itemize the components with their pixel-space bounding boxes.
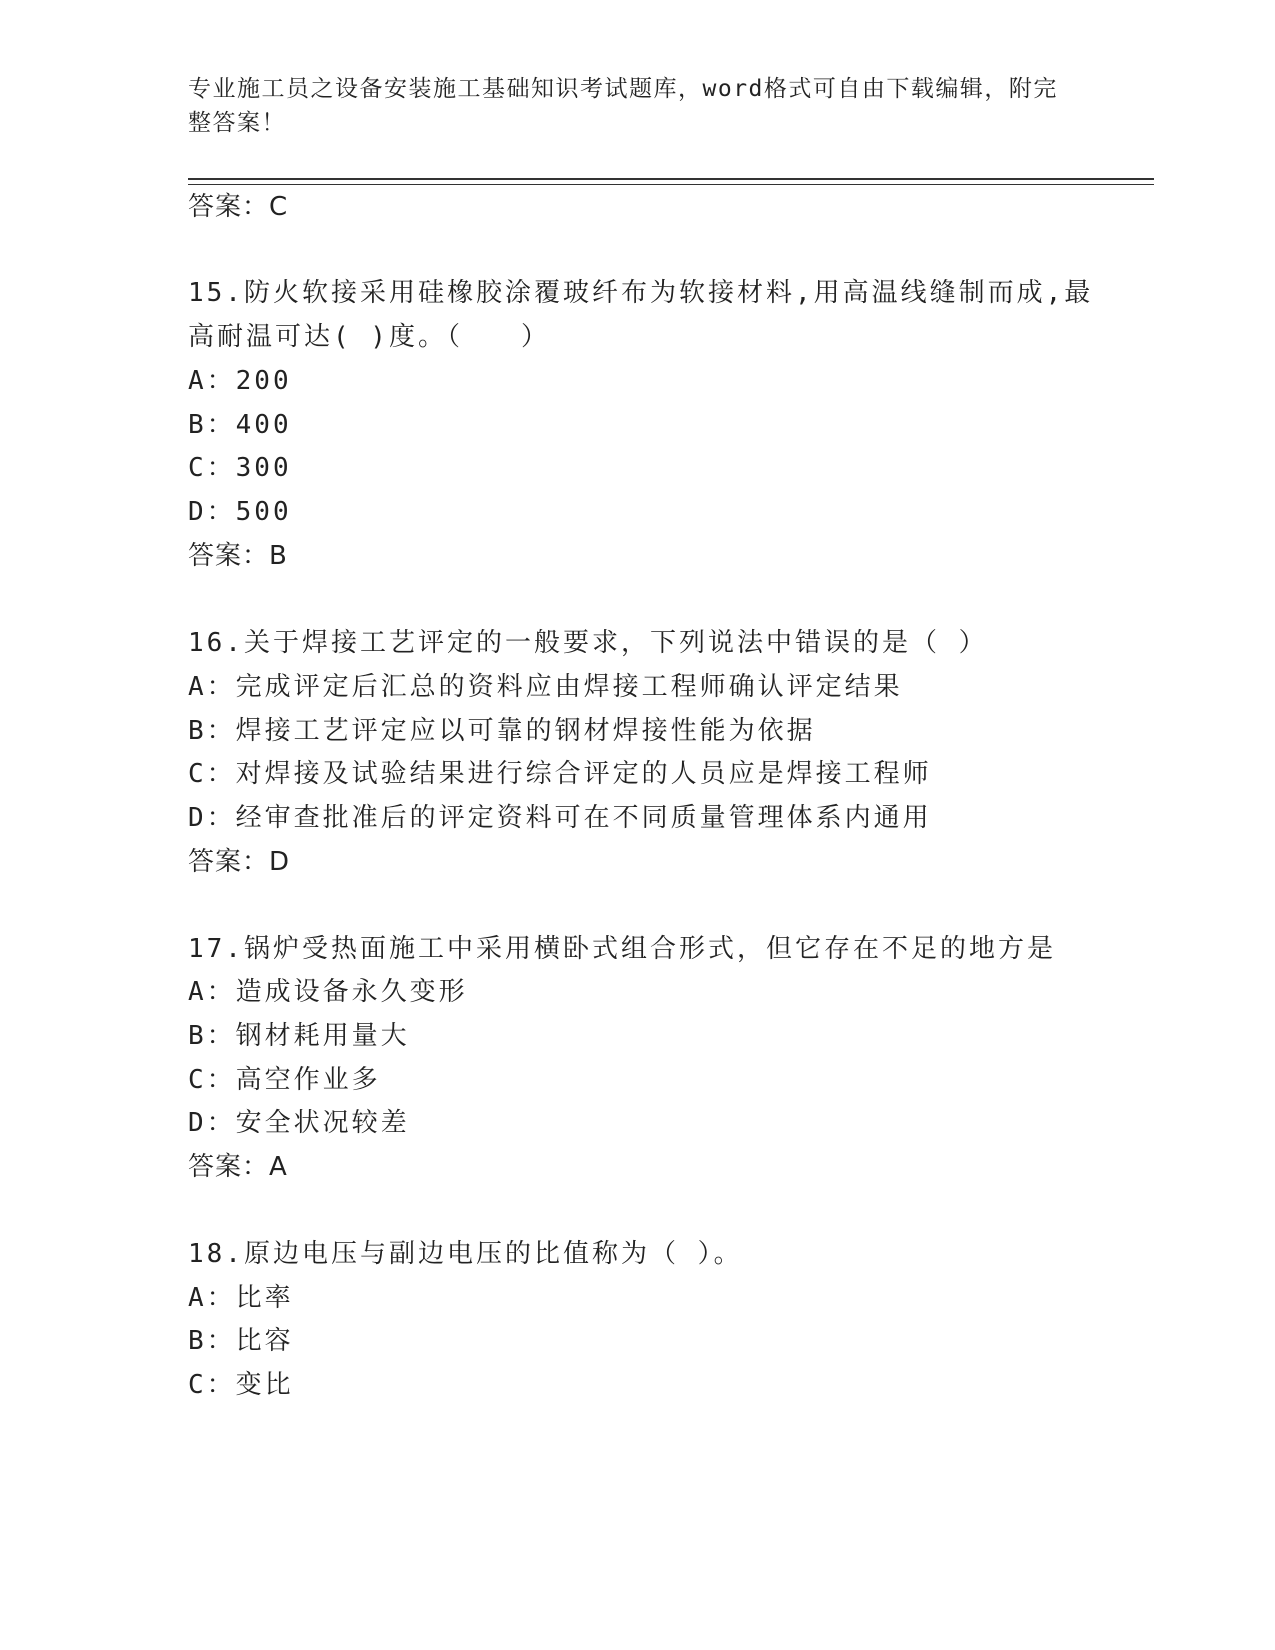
header-divider-thick — [188, 178, 1154, 180]
document-header — [188, 72, 1068, 140]
question-17-option-d: D：安全状况较差 — [188, 1108, 410, 1138]
question-17-answer: 答案：A — [188, 1152, 288, 1182]
question-17-stem: 17.锅炉受热面施工中采用横卧式组合形式，但它存在不足的地方是 — [188, 934, 1056, 964]
question-15-answer: 答案：B — [188, 541, 288, 571]
header-line-2: 整答案！ — [188, 110, 286, 136]
question-15-option-b: B：400 — [188, 410, 292, 440]
question-16-option-b: B：焊接工艺评定应以可靠的钢材焊接性能为依据 — [188, 716, 816, 746]
question-17-option-c: C：高空作业多 — [188, 1065, 381, 1095]
question-15-option-a: A：200 — [188, 366, 292, 396]
question-15-option-d: D：500 — [188, 497, 292, 527]
question-15-stem-line-1: 15.防火软接采用硅橡胶涂覆玻纤布为软接材料,用高温线缝制而成,最 — [188, 278, 1094, 308]
question-17-option-a: A：造成设备永久变形 — [188, 977, 468, 1007]
question-18-option-a: A：比率 — [188, 1283, 294, 1313]
question-16-answer: 答案：D — [188, 847, 291, 877]
question-15-stem-line-2: 高耐温可达( )度。（ ） — [188, 322, 550, 352]
header-line-1: 专业施工员之设备安装施工基础知识考试题库，word格式可自由下载编辑，附完 — [188, 76, 1058, 102]
question-18-option-b: B：比容 — [188, 1326, 294, 1356]
question-16-option-d: D：经审查批准后的评定资料可在不同质量管理体系内通用 — [188, 803, 932, 833]
question-16-option-c: C：对焊接及试验结果进行综合评定的人员应是焊接工程师 — [188, 759, 932, 789]
question-18-stem: 18.原边电压与副边电压的比值称为（ ）。 — [188, 1239, 743, 1269]
question-17-option-b: B：钢材耗用量大 — [188, 1021, 410, 1051]
question-16-stem: 16.关于焊接工艺评定的一般要求，下列说法中错误的是（ ） — [188, 628, 988, 658]
previous-answer: 答案：C — [188, 192, 289, 222]
header-divider-thin — [188, 184, 1154, 185]
question-16-option-a: A：完成评定后汇总的资料应由焊接工程师确认评定结果 — [188, 672, 903, 702]
question-15-option-c: C：300 — [188, 453, 292, 483]
question-18-option-c: C：变比 — [188, 1370, 294, 1400]
